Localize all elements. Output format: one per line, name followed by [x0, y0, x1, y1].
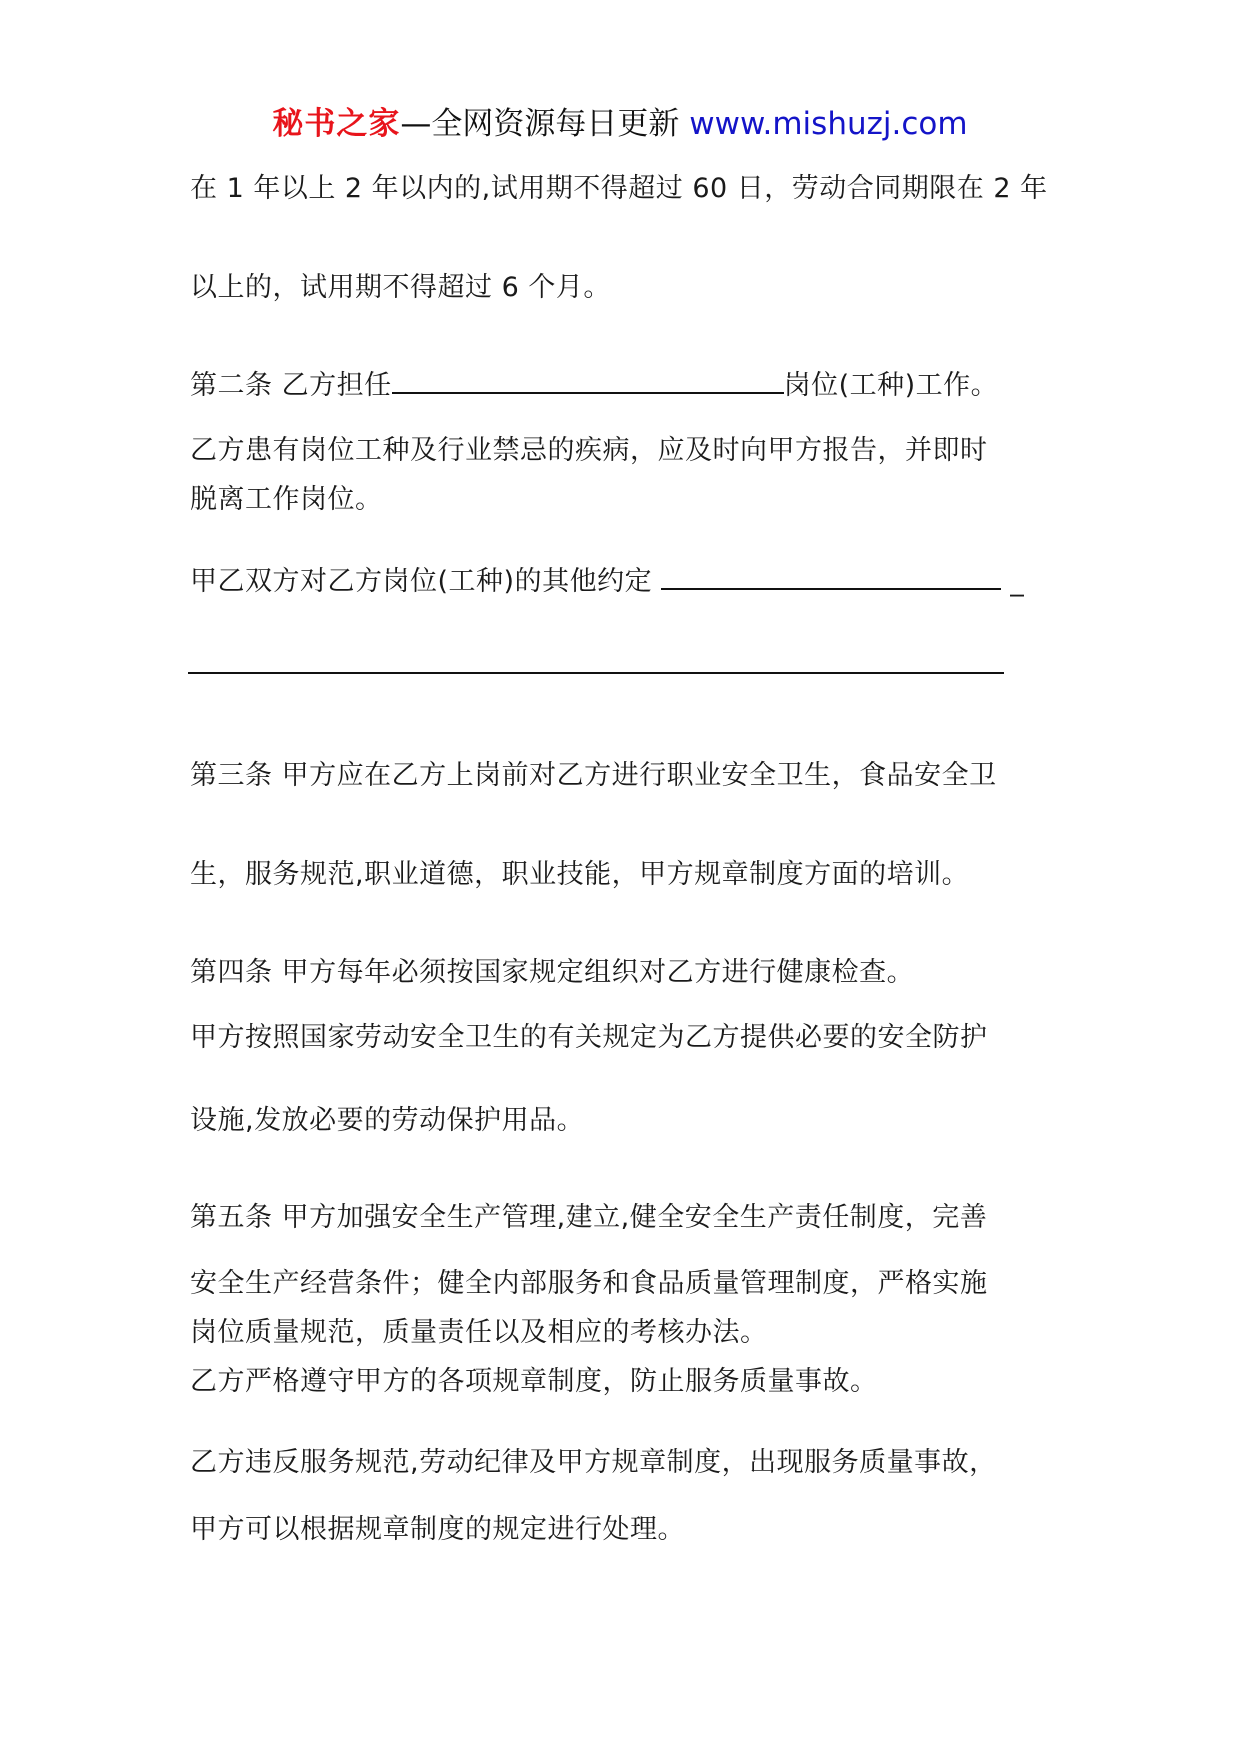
site-brand: 秘书之家	[272, 106, 401, 142]
text-line: 乙方患有岗位工种及行业禁忌的疾病，应及时向甲方报告，并即时	[190, 435, 988, 466]
text-line: 第四条 甲方每年必须按国家规定组织对乙方进行健康检查。	[190, 957, 915, 988]
text-line: 安全生产经营条件；健全内部服务和食品质量管理制度，严格实施	[190, 1268, 988, 1299]
site-url[interactable]: www.mishuzj.com	[689, 106, 968, 142]
text-line: 生，服务规范,职业道德，职业技能，甲方规章制度方面的培训。	[190, 859, 970, 890]
blank-continuation-line[interactable]	[188, 672, 1004, 674]
text-line: 乙方违反服务规范,劳动纪律及甲方规章制度，出现服务质量事故，	[190, 1447, 997, 1478]
site-slogan: —全网资源每日更新	[400, 106, 680, 142]
text-line: 以上的，试用期不得超过 6 个月。	[190, 272, 611, 303]
text-line: 脱离工作岗位。	[190, 484, 383, 515]
text-line: 在 1 年以上 2 年以内的,试用期不得超过 60 日，劳动合同期限在 2 年	[190, 173, 1048, 204]
text-line: 第五条 甲方加强安全生产管理,建立,健全安全生产责任制度，完善	[190, 1202, 988, 1233]
article-2-prefix: 第二条 乙方担任	[190, 370, 392, 401]
text-line: 乙方严格遵守甲方的各项规章制度，防止服务质量事故。	[190, 1366, 878, 1397]
text-line: 岗位质量规范，质量责任以及相应的考核办法。	[190, 1317, 768, 1348]
article-2-suffix: 岗位(工种)工作。	[783, 370, 999, 401]
other-agreement-blank-field[interactable]	[661, 564, 1001, 590]
other-agreement-line	[190, 564, 1024, 600]
position-blank-field[interactable]	[392, 368, 784, 394]
trailing-underscore: _	[1001, 566, 1025, 597]
text-line: 第三条 甲方应在乙方上岗前对乙方进行职业安全卫生，食品安全卫	[190, 760, 997, 791]
text-line: 设施,发放必要的劳动保护用品。	[190, 1105, 585, 1136]
other-agreement-label: 甲乙双方对乙方岗位(工种)的其他约定	[190, 566, 662, 597]
article-2-line	[190, 368, 998, 404]
text-line: 甲方按照国家劳动安全卫生的有关规定为乙方提供必要的安全防护	[190, 1022, 988, 1053]
site-header	[0, 104, 1240, 144]
text-line: 甲方可以根据规章制度的规定进行处理。	[190, 1514, 685, 1545]
